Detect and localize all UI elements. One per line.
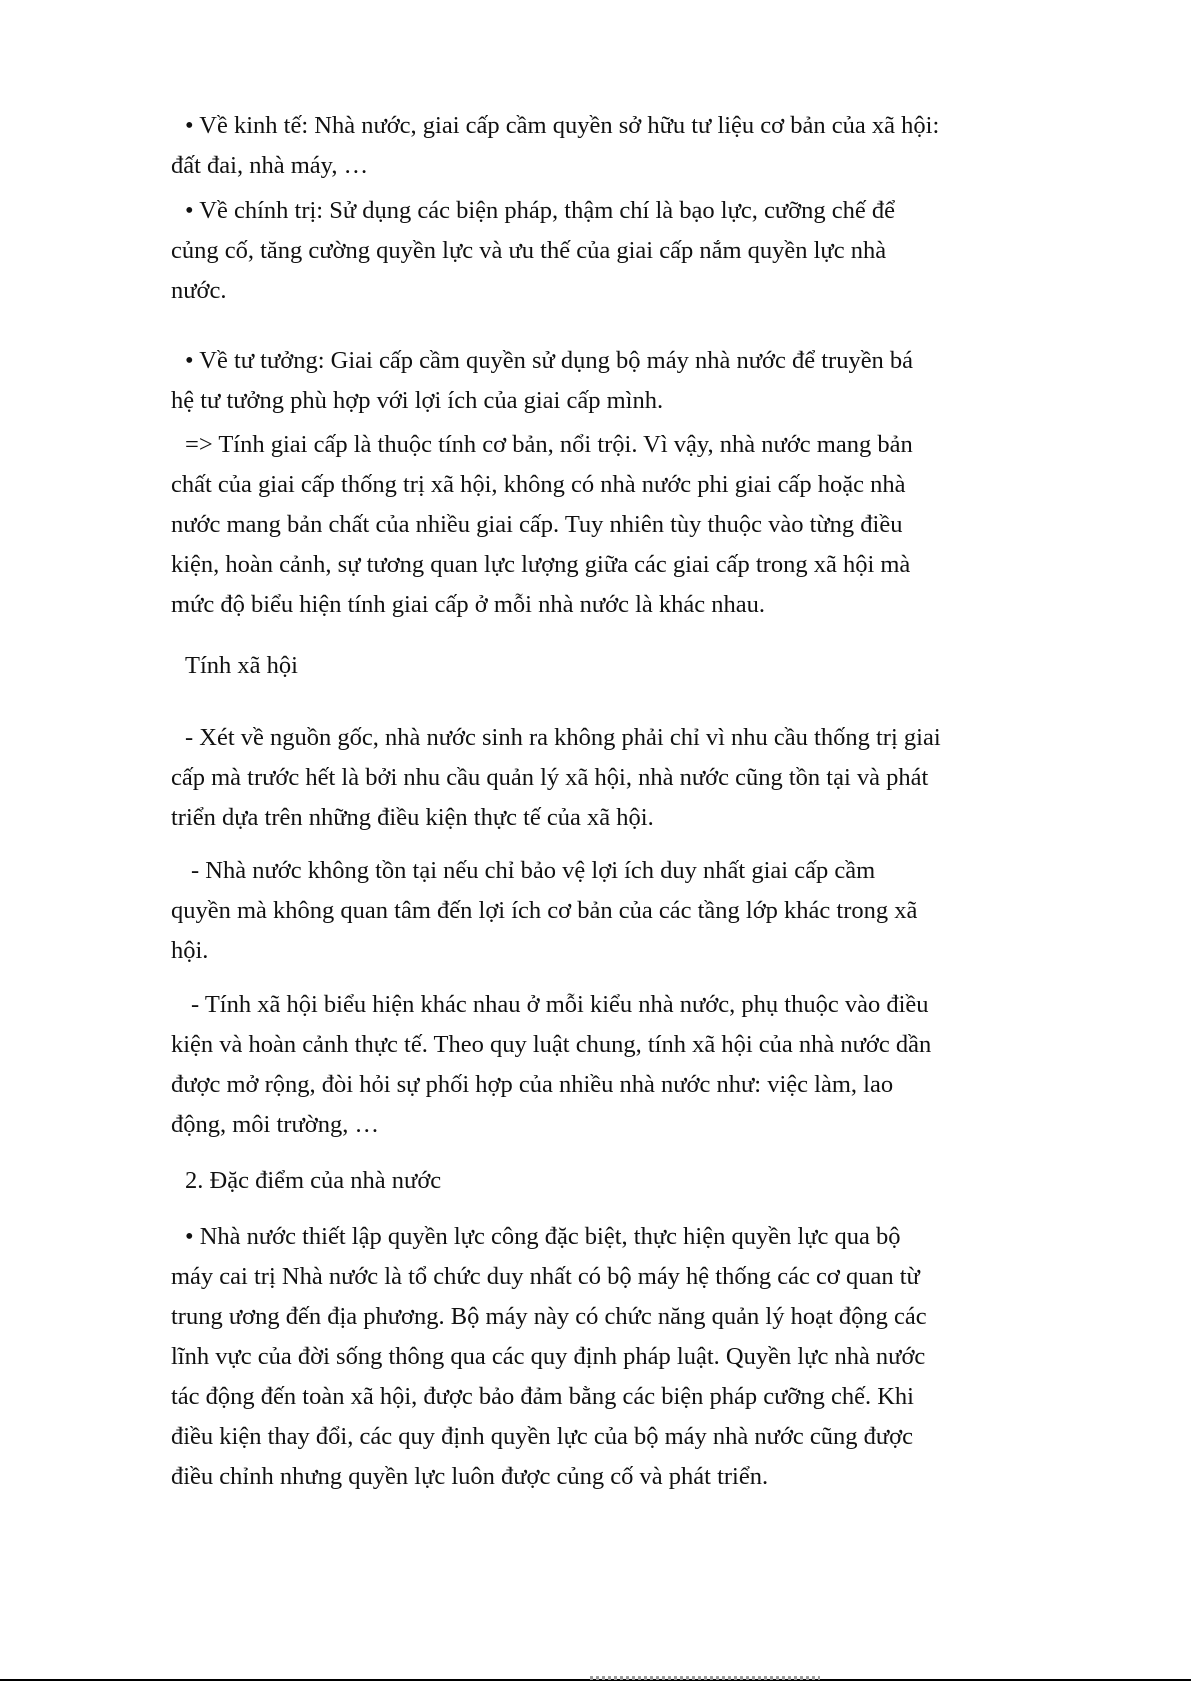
text-line: lĩnh vực của đời sống thông qua các quy định pháp luật. Quyền lực nhà nước — [171, 1343, 926, 1370]
text-line: => Tính giai cấp là thuộc tính cơ bản, nổi trội. Vì vậy, nhà nước mang bản — [185, 431, 913, 458]
text-line: động, môi trường, … — [171, 1111, 379, 1138]
paragraph-political — [171, 191, 1051, 311]
text-line: trung ương đến địa phương. Bộ máy này có chức năng quản lý hoạt động các — [171, 1303, 927, 1330]
text-line: đất đai, nhà máy, … — [171, 152, 369, 179]
paragraph-public-power — [171, 1217, 1051, 1497]
paragraph-class-conclusion — [171, 425, 1051, 625]
text-line: triển dựa trên những điều kiện thực tế của xã hội. — [171, 804, 654, 831]
text-line: tác động đến toàn xã hội, được bảo đảm bằng các biện pháp cưỡng chế. Khi — [171, 1383, 914, 1410]
paragraph-economic — [171, 106, 1051, 186]
section-heading-social — [171, 646, 1051, 686]
text-line: củng cố, tăng cường quyền lực và ưu thế của giai cấp nắm quyền lực nhà — [171, 237, 887, 264]
text-line: máy cai trị Nhà nước là tổ chức duy nhất có bộ máy hệ thống các cơ quan từ — [171, 1263, 920, 1290]
text-line: nước. — [171, 277, 227, 304]
page-bottom-dotted-mark — [590, 1676, 820, 1680]
paragraph-ideological — [171, 341, 1051, 421]
paragraph-social-interests — [171, 851, 1051, 971]
text-line: • Nhà nước thiết lập quyền lực công đặc biệt, thực hiện quyền lực qua bộ — [185, 1223, 901, 1250]
text-line: - Nhà nước không tồn tại nếu chỉ bảo vệ lợi ích duy nhất giai cấp cầm — [191, 857, 876, 884]
section-heading-characteristics — [171, 1161, 1051, 1201]
text-line: - Xét về nguồn gốc, nhà nước sinh ra không phải chỉ vì nhu cầu thống trị giai — [185, 724, 941, 751]
paragraph-social-expression — [171, 985, 1051, 1145]
paragraph-social-origin — [171, 718, 1051, 838]
text-line: kiện và hoàn cảnh thực tế. Theo quy luật chung, tính xã hội của nhà nước dần — [171, 1031, 932, 1058]
text-line: điều kiện thay đổi, các quy định quyền lực của bộ máy nhà nước cũng được — [171, 1423, 914, 1450]
text-line: nước mang bản chất của nhiều giai cấp. Tuy nhiên tùy thuộc vào từng điều — [171, 511, 903, 538]
text-line: điều chỉnh nhưng quyền lực luôn được củng cố và phát triển. — [171, 1463, 769, 1490]
text-line: chất của giai cấp thống trị xã hội, không có nhà nước phi giai cấp hoặc nhà — [171, 471, 906, 498]
text-line: hội. — [171, 937, 209, 964]
text-line: 2. Đặc điểm của nhà nước — [185, 1167, 442, 1194]
text-line: - Tính xã hội biểu hiện khác nhau ở mỗi kiểu nhà nước, phụ thuộc vào điều — [191, 991, 929, 1018]
text-line: quyền mà không quan tâm đến lợi ích cơ bản của các tầng lớp khác trong xã — [171, 897, 918, 924]
text-line: Tính xã hội — [185, 652, 298, 679]
text-line: • Về tư tưởng: Giai cấp cầm quyền sử dụng bộ máy nhà nước để truyền bá — [185, 347, 914, 374]
text-line: • Về chính trị: Sử dụng các biện pháp, thậm chí là bạo lực, cưỡng chế để — [185, 197, 895, 224]
text-line: cấp mà trước hết là bởi nhu cầu quản lý xã hội, nhà nước cũng tồn tại và phát — [171, 764, 929, 791]
text-line: được mở rộng, đòi hỏi sự phối hợp của nhiều nhà nước như: việc làm, lao — [171, 1071, 894, 1098]
text-line: kiện, hoàn cảnh, sự tương quan lực lượng giữa các giai cấp trong xã hội mà — [171, 551, 911, 578]
text-line: • Về kinh tế: Nhà nước, giai cấp cầm quyền sở hữu tư liệu cơ bản của xã hội: — [185, 112, 940, 139]
text-line: mức độ biểu hiện tính giai cấp ở mỗi nhà nước là khác nhau. — [171, 591, 766, 618]
text-line: hệ tư tưởng phù hợp với lợi ích của giai cấp mình. — [171, 387, 664, 414]
